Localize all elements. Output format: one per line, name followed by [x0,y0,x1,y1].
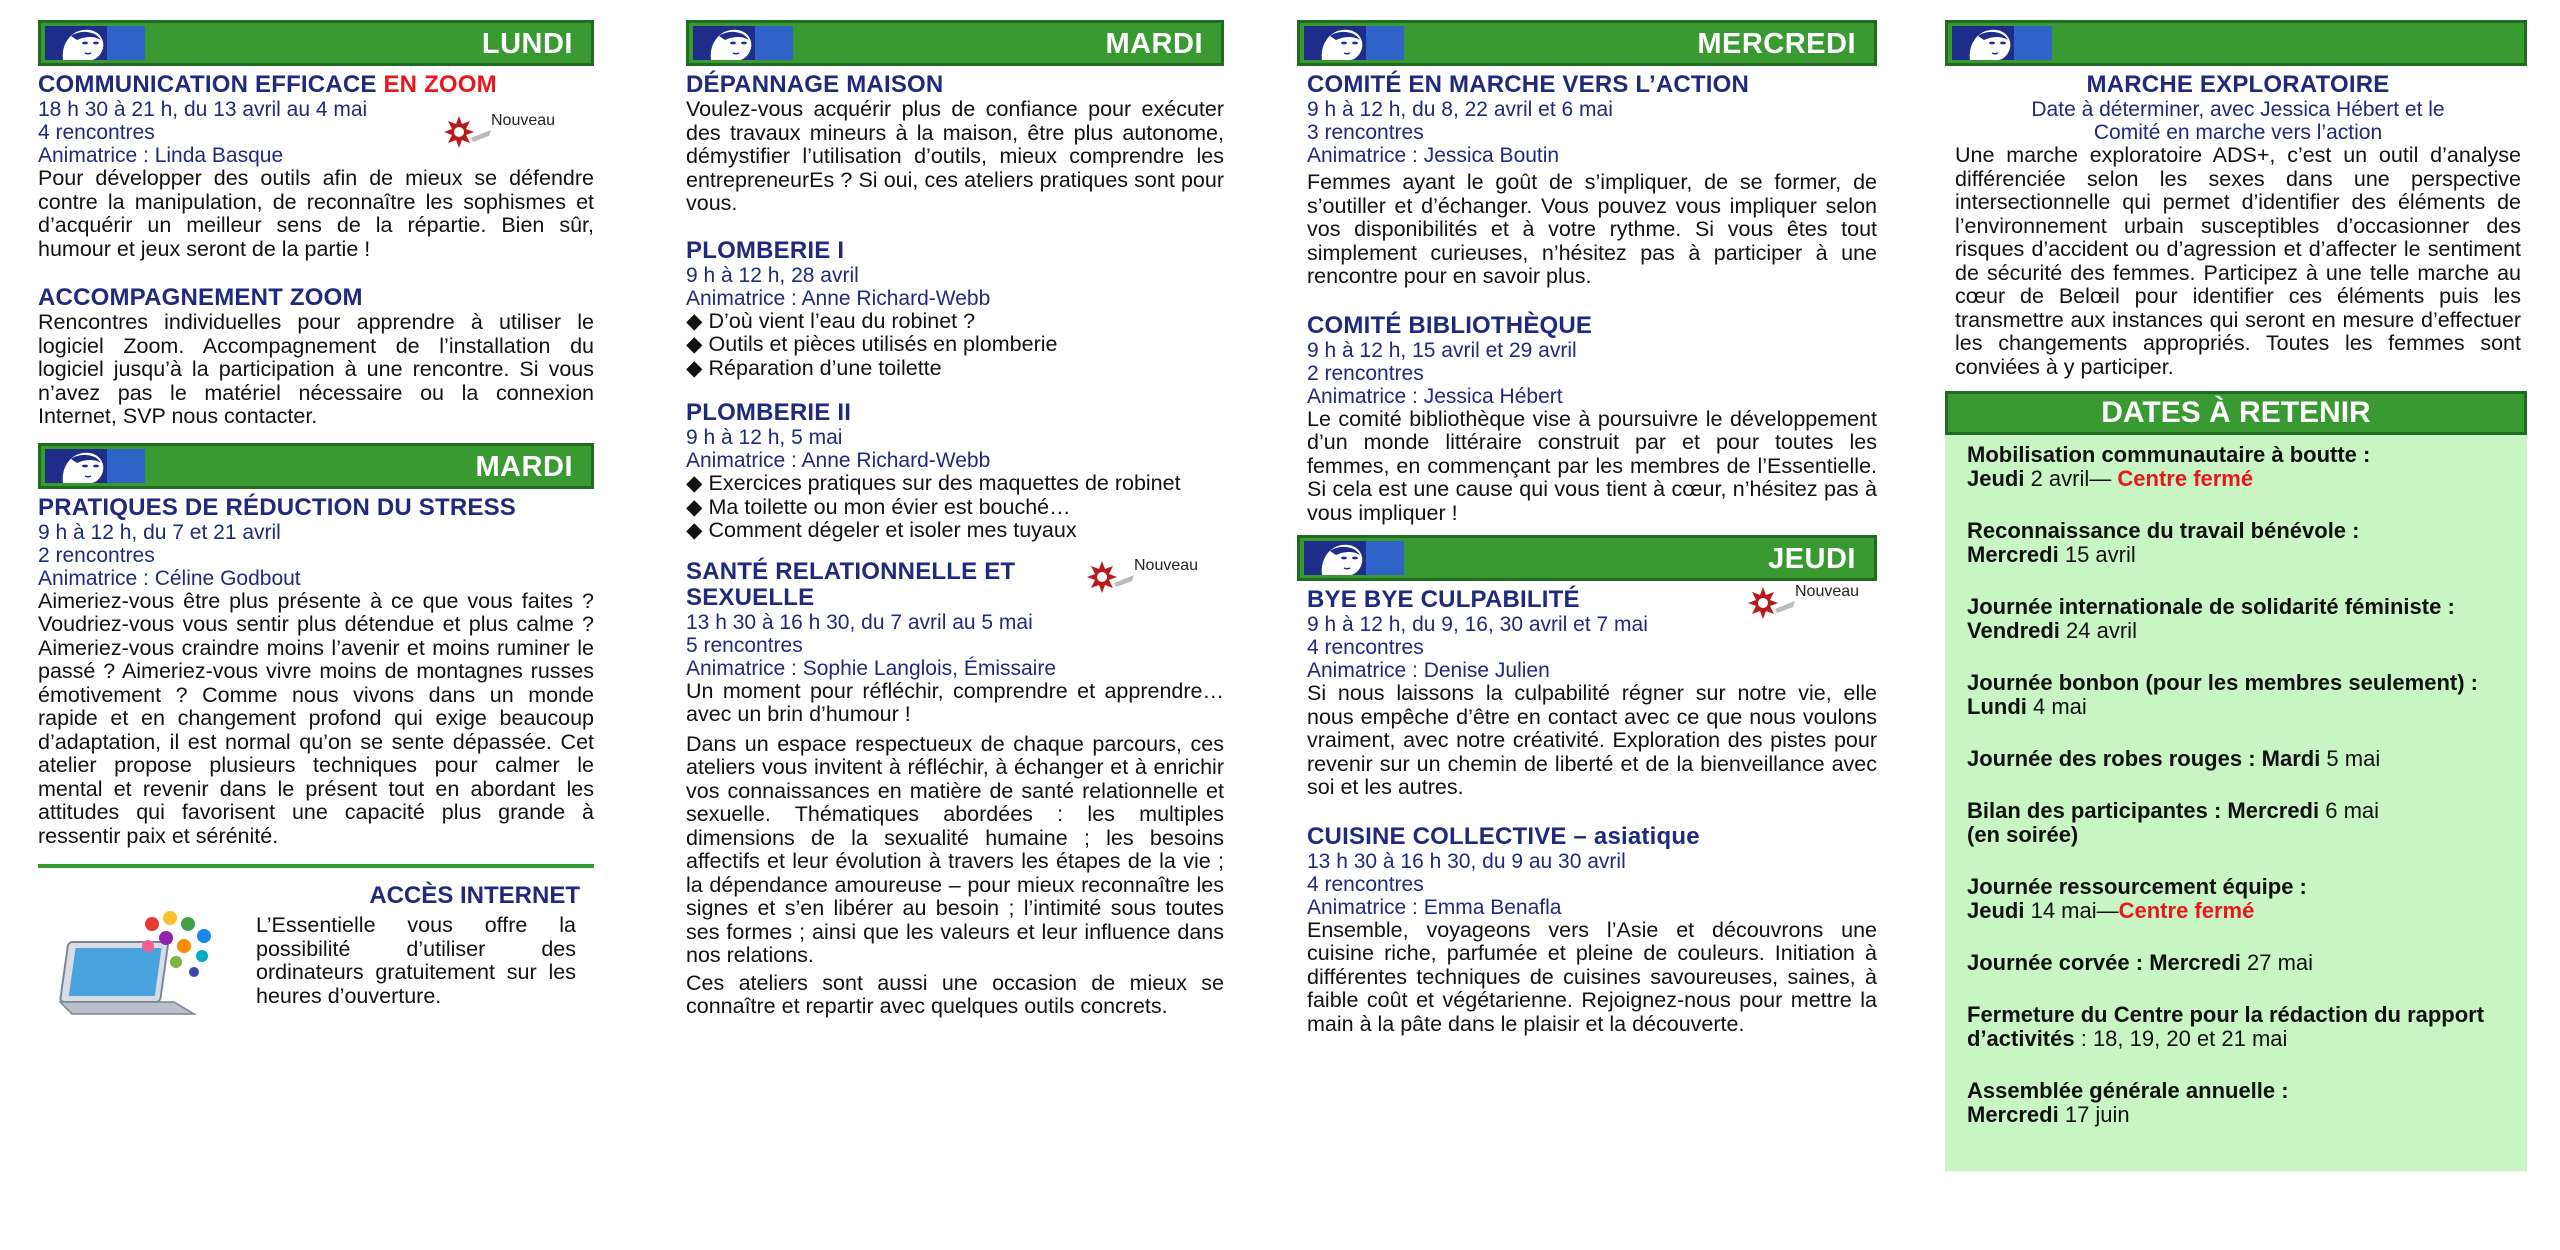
event-comite-marche [1307,72,1877,289]
event-title: SANTÉ RELATIONNELLE ET SEXUELLE [686,557,1016,611]
women-face-logo-icon [1952,26,2052,60]
new-badge-label: Nouveau [1795,583,1860,600]
event-communication-efficace [38,72,594,261]
list-item: Bilan des participantes : Mercredi 6 mai (en soirée) [1967,798,2380,847]
event-sessions: 5 rencontres [686,633,803,657]
new-badge [1747,583,1860,627]
day-name: MARDI [475,450,573,483]
new-badge [1086,556,1199,601]
new-badge-label: Nouveau [491,112,556,129]
event-depannage-maison [686,72,1224,216]
new-badge-label: Nouveau [1134,556,1199,574]
event-facilitator: Animatrice : Emma Benafla [1307,895,1562,919]
event-facilitator: Animatrice : Jessica Hébert [1307,384,1563,408]
event-schedule: 9 h à 12 h, 5 mai [686,426,843,449]
event-conclusion: Ces ateliers sont aussi une occasion de mieux se connaître et repartir avec quelques outils concrets. [686,970,1224,1018]
event-schedule: Date à déterminer, avec Jessica Hébert et le [2031,98,2445,121]
event-schedule: 18 h 30 à 21 h, du 13 avril au 4 mai [38,98,368,121]
day-header-jeudi [1297,535,1877,581]
event-title: COMITÉ EN MARCHE VERS L’ACTION [1307,71,1750,98]
event-facilitator: Animatrice : Denise Julien [1307,659,1550,682]
event-title: COMMUNICATION EFFICACE EN ZOOM [38,71,497,98]
event-description: Le comité bibliothèque vise à poursuivre le développement d’un monde littéraire construit par et pour toutes les femmes, en commençant par les membres de l’Essentielle. Si cela est une cause qui vous tient à cœur, n’hésitez pas à vous impliquer ! [1307,406,1877,525]
list-item: ◆ Exercices pratiques sur des maquettes de robinet [686,472,1224,496]
event-sessions: 2 rencontres [1307,361,1424,385]
section-divider [38,864,594,868]
acces-internet-section [38,882,594,1040]
list-item: ◆ Réparation d’une toilette [686,357,1224,381]
event-comite-bibliotheque [1307,313,1877,526]
day-name: JEUDI [1768,543,1856,575]
section-description: L’Essentielle vous offre la possibilité d’utiliser des ordinateurs gratuitement sur les heures d’ouverture. [256,913,576,1008]
event-title: COMITÉ BIBLIOTHÈQUE [1307,311,1593,339]
day-name: MERCREDI [1697,28,1856,60]
day-name: LUNDI [481,28,573,60]
column-marche-dates [1945,20,2527,1171]
list-item: Journée bonbon (pour les membres seulement) : Lundi 4 mai [1967,670,2478,719]
list-item: Fermeture du Centre pour la rédaction du rapport d’activités : 18, 19, 20 et 21 mai [1967,1002,2485,1051]
event-description: Si nous laissons la culpabilité régner sur notre vie, elle nous empêche d’être en contact avec ce que nous voulons vraiment, avec notre créativité. Exploration des pistes pour revenir sur un chemin de liberté et de la bienveillance avec soi et les autres. [1307,681,1877,799]
section-title: ACCÈS INTERNET [369,882,580,909]
event-schedule: 9 h à 12 h, 28 avril [686,263,859,287]
topic-list [686,310,1224,381]
new-starburst-icon [443,112,493,156]
list-item: Reconnaissance du travail bénévole : Mercredi 15 avril [1967,518,2360,567]
event-facilitator: Animatrice : Linda Basque [38,144,284,167]
women-face-logo-icon [45,26,145,60]
event-description: Aimeriez-vous être plus présente à ce que vous faites ? Voudriez-vous vous sentir plus détendue et plus calme ? Aimeriez-vous craindre moins l’avenir et moins ruminer le passé ? Aimeriez-vous vivre moins de montagnes russes émotivement ? Comme nous vivons dans un monde rapide et en changement profond qui exige beaucoup d’adaptation, il est normal qu’on se sente dépassée. Cet atelier propose plusieurs techniques pour calmer le mental et revenir dans le présent tout en abordant les attitudes qui favorisent une capacité plus grande à ressentir paix et sérénité. [38,588,594,848]
list-item: Assemblée générale annuelle : Mercredi 17 juin [1967,1078,2289,1127]
day-header-lundi [38,20,594,66]
event-cuisine-collective [1307,824,1877,1037]
day-header-mardi [38,443,594,489]
event-title-highlight: EN ZOOM [383,71,497,98]
list-item: Journée internationale de solidarité féministe : Vendredi 24 avril [1967,594,2455,643]
women-face-logo-icon [693,26,793,60]
women-face-logo-icon [45,449,145,483]
event-sessions: 4 rencontres [1307,636,1424,659]
event-title: ACCOMPAGNEMENT ZOOM [38,284,363,311]
event-sante-relationnelle [686,556,1224,1019]
event-title: CUISINE COLLECTIVE – asiatique [1307,822,1700,850]
list-item: Journée ressourcement équipe : Jeudi 14 mai—Centre fermé [1967,874,2307,923]
day-header-mardi [686,20,1224,66]
event-schedule: 9 h à 12 h, du 7 et 21 avril [38,520,281,544]
list-item: Journée corvée : Mercredi 27 mai [1967,950,2314,975]
event-title: PRATIQUES DE RÉDUCTION DU STRESS [38,493,516,521]
list-item: Mobilisation communautaire à boutte : Jeudi 2 avril— Centre fermé [1967,442,2371,491]
event-title: DÉPANNAGE MAISON [686,71,944,98]
women-face-logo-icon [1304,541,1404,575]
dates-header: DATES À RETENIR [1945,391,2527,435]
event-title: PLOMBERIE I [686,236,845,264]
event-intro: Un moment pour réfléchir, comprendre et apprendre… avec un brin d’humour ! [686,678,1224,726]
event-reduction-stress [38,495,594,849]
list-item: ◆ D’où vient l’eau du robinet ? [686,310,1224,334]
list-item: ◆ Ma toilette ou mon évier est bouché… [686,496,1224,520]
column-lundi [38,20,594,1040]
list-item: ◆ Comment dégeler et isoler mes tuyaux [686,519,1224,543]
event-sessions: 3 rencontres [1307,121,1424,144]
list-item: Journée des robes rouges : Mardi 5 mai [1967,746,2381,771]
event-marche-exploratoire [1945,72,2527,379]
event-plomberie-1 [686,238,1224,381]
event-facilitator: Animatrice : Céline Godbout [38,566,301,590]
new-starburst-icon [1747,583,1797,627]
dates-list [1945,435,2527,1171]
list-item: ◆ Outils et pièces utilisés en plomberie [686,333,1224,357]
event-description: Ensemble, voyageons vers l’Asie et découvrons une cuisine riche, parfumée et pleine de couleurs. Initiation à différentes techniques de cuisines savoureuses, saines, à faible coût et végétarienne. Rejoignez-nous pour mettre la main à la pâte dans le plaisir et la découverte. [1307,917,1877,1036]
event-schedule: 9 h à 12 h, 15 avril et 29 avril [1307,338,1577,362]
event-title: MARCHE EXPLORATOIRE [2086,71,2390,98]
women-face-logo-icon [1304,26,1404,60]
new-starburst-icon [1086,557,1136,601]
topic-list [686,472,1224,543]
new-badge [443,112,556,156]
column-mardi [686,20,1224,1043]
day-header-mercredi [1297,20,1877,66]
column-mercredi-jeudi [1297,20,1877,1060]
event-schedule: 13 h 30 à 16 h 30, du 7 avril au 5 mai [686,610,1033,634]
event-schedule: 9 h à 12 h, du 8, 22 avril et 6 mai [1307,98,1613,121]
event-schedule: 9 h à 12 h, du 9, 16, 30 avril et 7 mai [1307,613,1648,636]
section-header [1945,20,2527,66]
event-facilitator: Animatrice : Anne Richard-Webb [686,449,991,472]
event-title: PLOMBERIE II [686,399,852,426]
event-description: Femmes ayant le goût de s’impliquer, de se former, de s’outiller et d’échanger. Vous pouvez vous impliquer selon vos disponibilités et à votre rythme. Si vous êtes tout simplement curieuses, n’hésitez pas à participer à une rencontre pour en savoir plus. [1307,170,1877,288]
event-facilitator: Comité en marche vers l’action [2093,121,2383,144]
event-description: Rencontres individuelles pour apprendre à utiliser le logiciel Zoom. Accompagnement de l’installation du logiciel jusqu’à la participation à une rencontre. Si vous n’avez pas le matériel nécessaire ou la connexion Internet, SVP nous contacter. [38,310,594,428]
event-facilitator: Animatrice : Anne Richard-Webb [686,286,991,310]
event-schedule: 13 h 30 à 16 h 30, du 9 au 30 avril [1307,849,1626,873]
event-accompagnement-zoom [38,285,594,429]
event-sessions: 4 rencontres [1307,872,1424,896]
laptop-apps-icon [54,902,224,1022]
day-name: MARDI [1105,28,1203,60]
event-title: BYE BYE CULPABILITÉ [1307,586,1580,613]
event-sessions: 2 rencontres [38,543,155,567]
event-description: Dans un espace respectueux de chaque parcours, ces ateliers vous invitent à réfléchir, à échanger et à enrichir vos connaissances en matière de santé relationnelle et sexuelle. Thématiques abordées : les multiples dimensions de la sexualité humaine ; les besoins affectifs et leur évolution à travers les étapes de la vie ; la dépendance amoureuse – pour mieux reconnaître les signes et s’en libérer au besoin ; l’intimité sous toutes ses formes ; ainsi que les valeurs et leur influence dans nos relations. [686,731,1224,967]
event-sessions: 4 rencontres [38,121,155,144]
event-plomberie-2 [686,400,1224,543]
event-facilitator: Animatrice : Jessica Boutin [1307,144,1560,167]
event-description: Pour développer des outils afin de mieux se défendre contre la manipulation, de reconnaître les sophismes et d’acquérir un meilleur sens de la répartie. Bien sûr, humour et jeux seront de la partie ! [38,166,594,261]
event-description: Une marche exploratoire ADS+, c’est un outil d’analyse différenciée selon les sexes dans une perspective intersectionnelle qui permet d’identifier des éléments de l’environnement urbain susceptibles d’occasionner des risques d’accident ou d’agression et d’affecter le sentiment de sécurité des femmes. Participez à une telle marche au cœur de Belœil pour identifier ces éléments puis les transmettre aux instances qui seront en mesure d’effectuer les changements appropriés. Toutes les femmes sont conviées à y participer. [1955,143,2521,379]
event-bye-bye-culpabilite [1307,583,1877,800]
event-description: Voulez-vous acquérir plus de confiance pour exécuter des travaux mineurs à la maison, être plus autonome, démystifier l’utilisation d’outils, mieux comprendre les entrepreneurEs ? Si oui, ces ateliers pratiques sont pour vous. [686,97,1224,215]
event-facilitator: Animatrice : Sophie Langlois, Émissaire [686,656,1057,680]
